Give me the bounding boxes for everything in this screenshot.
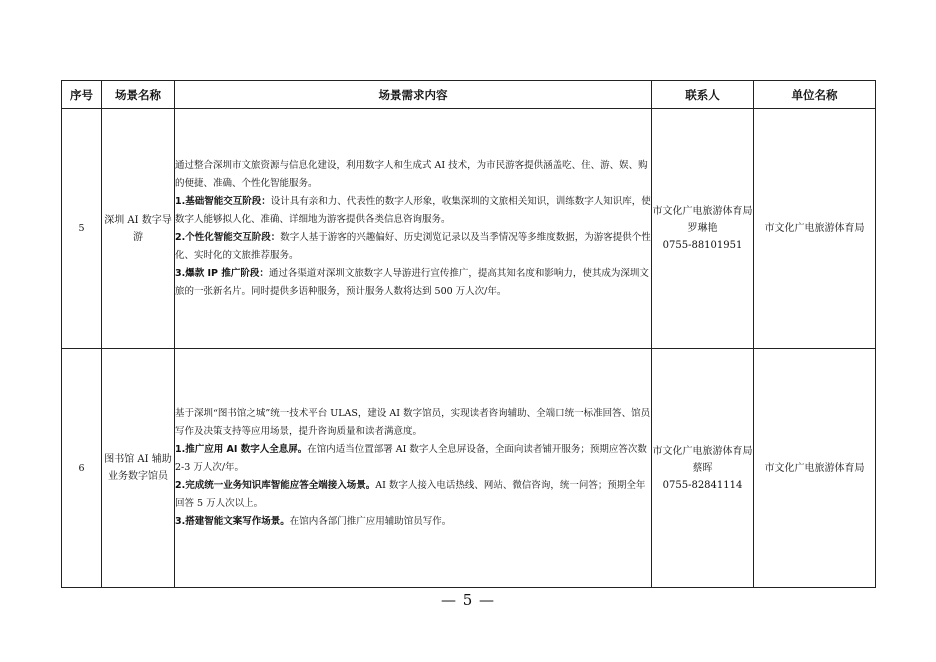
scene-content: [175, 109, 652, 349]
scene-item: [175, 513, 651, 531]
scene-intro: 通过整合深圳市文旅资源与信息化建设，利用数字人和生成式 AI 技术，为市民游客提供涵盖吃、住、游、娱、购的便捷、准确、个性化智能服务。: [175, 159, 648, 189]
scene-item-title: 1.推广应用 AI 数字人全息屏。: [175, 444, 308, 455]
header-scene-name: 场景名称: [102, 81, 175, 109]
scene-item: [175, 265, 651, 301]
scene-name: 图书馆 AI 辅助业务数字馆员: [102, 349, 175, 588]
header-number: 序号: [62, 81, 102, 109]
scene-content: [175, 349, 652, 588]
scene-item-text: 设计具有亲和力、代表性的数字人形象，收集深圳的文旅相关知识，训练数字人知识库，使数字人能够拟人化、准确、详细地为游客提供各类信息咨询服务。: [175, 195, 651, 225]
scene-item-title: 3.搭建智能文案写作场景。: [175, 516, 290, 527]
scene-name: 深圳 AI 数字导游: [102, 109, 175, 349]
requirements-table: [61, 80, 876, 588]
table-row: [62, 349, 876, 588]
scene-item-title: 1.基础智能交互阶段：: [175, 195, 271, 207]
scene-item-text: 在馆内各部门推广应用辅助馆员写作。: [289, 516, 452, 527]
scene-intro: 基于深圳“图书馆之城”统一技术平台 ULAS，建设 AI 数字馆员，实现读者咨询辅助、全端口统一标准回答、馆员写作及决策支持等应用场景，提升咨询质量和读者满意度。: [175, 408, 651, 437]
row-number: 5: [62, 109, 102, 349]
unit-name: 市文化广电旅游体育局: [754, 109, 876, 349]
scene-item: [175, 193, 651, 229]
scene-item-title: 2.个性化智能交互阶段：: [175, 231, 281, 243]
row-number: 6: [62, 349, 102, 588]
contact-phone: 0755-82841114: [662, 479, 743, 491]
scene-item-title: 2.完成统一业务知识库智能应答全端接入场景。: [175, 480, 376, 491]
header-unit: 单位名称: [754, 81, 876, 109]
scene-item-text: 在馆内适当位置部署 AI 数字人全息屏设备，全面向读者铺开服务；预期应答次数 2-3 万人次/年。: [175, 444, 647, 473]
page-number: — 5 —: [440, 591, 496, 609]
contact-org: 市文化广电旅游体育局: [652, 206, 753, 217]
contact-org: 市文化广电旅游体育局: [652, 445, 753, 457]
contact-phone: 0755-88101951: [662, 240, 743, 251]
table-row: [62, 109, 876, 349]
scene-item: [175, 441, 651, 477]
contact-cell: [652, 349, 754, 588]
scene-item-text: AI 数字人接入电话热线、网站、微信咨询，统一问答；预期全年回答 5 万人次以上。: [175, 480, 646, 509]
header-row: [62, 81, 876, 109]
scene-item: [175, 229, 651, 265]
scene-item-text: 通过各渠道对深圳文旅数字人导游进行宣传推广，提高其知名度和影响力，使其成为深圳文旅的一张新名片。同时提供多语种服务，预计服务人数将达到 500 万人次/年。: [175, 267, 649, 297]
contact-cell: [652, 109, 754, 349]
header-contact: 联系人: [652, 81, 754, 109]
contact-person: 蔡晖: [692, 462, 713, 474]
unit-name: 市文化广电旅游体育局: [754, 349, 876, 588]
scene-item-text: 数字人基于游客的兴趣偏好、历史浏览记录以及当季情况等多维度数据，为游客提供个性化、实时化的文旅推荐服务。: [175, 231, 651, 261]
contact-person: 罗琳艳: [687, 223, 718, 234]
header-scene-content: 场景需求内容: [175, 81, 652, 109]
scene-item: [175, 477, 651, 513]
scene-item-title: 3.爆款 IP 推广阶段：: [175, 267, 269, 279]
